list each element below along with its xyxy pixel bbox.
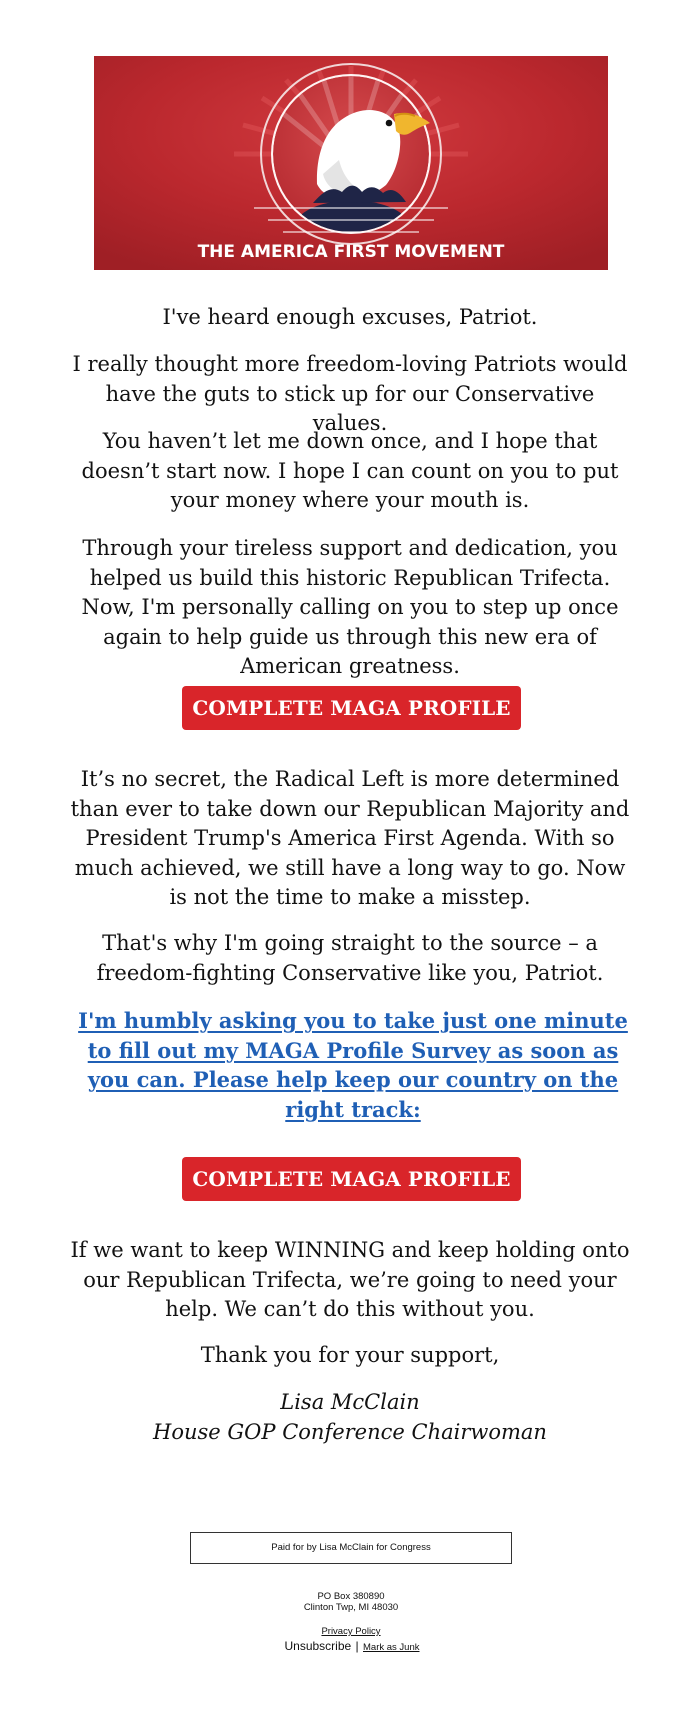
- america-first-banner: [94, 56, 608, 270]
- survey-link[interactable]: I'm humbly asking you to take just one minute to fill out my MAGA Profile Survey as soon as you can. Please help keep our country on the right track:: [78, 1008, 628, 1122]
- footer-separator: |: [355, 1639, 359, 1653]
- complete-maga-profile-button-bottom[interactable]: COMPLETE MAGA PROFILE: [182, 1157, 521, 1201]
- signature-name: Lisa McClain: [280, 1390, 420, 1414]
- signature: [70, 1388, 630, 1447]
- city-state-zip: Clinton Twp, MI 48030: [303, 1602, 399, 1613]
- source-paragraph: That's why I'm going straight to the source – a freedom-fighting Conservative like you, Patriot.: [96, 931, 604, 985]
- complete-maga-profile-button-top[interactable]: COMPLETE MAGA PROFILE: [182, 686, 521, 730]
- trifecta-paragraph: Through your tireless support and dedication, you helped us build this historic Republican Trifecta. Now, I'm personally calling on you to step up once again to help guide us through this new era of American greatness.: [81, 536, 619, 678]
- footer-links: [270, 1639, 434, 1655]
- intro-paragraph: I've heard enough excuses, Patriot.: [162, 305, 538, 329]
- support-paragraph: You haven’t let me down once, and I hope that doesn’t start now. I hope I can count on you to put your money where your mouth is.: [81, 429, 619, 512]
- unsubscribe-link[interactable]: Unsubscribe: [284, 1639, 352, 1653]
- mark-as-junk-link[interactable]: Mark as Junk: [363, 1642, 420, 1653]
- mailing-address: [260, 1591, 442, 1613]
- privacy-policy-link[interactable]: Privacy Policy: [321, 1626, 381, 1637]
- radical-left-paragraph: It’s no secret, the Radical Left is more determined than ever to take down our Republican Majority and President Trump's America First Agenda. With so much achieved, we still have a long way to go. Now is not the time to make a misstep.: [70, 767, 630, 909]
- paid-for-disclaimer: Paid for by Lisa McClain for Congress: [190, 1532, 512, 1564]
- thank-you-paragraph: Thank you for your support,: [200, 1343, 500, 1367]
- winning-paragraph: If we want to keep WINNING and keep holding onto our Republican Trifecta, we’re going to need your help. We can’t do this without you.: [70, 1238, 630, 1321]
- banner-image: [94, 56, 608, 270]
- signature-title: House GOP Conference Chairwoman: [153, 1419, 547, 1444]
- po-box: PO Box 380890: [317, 1591, 385, 1602]
- values-paragraph: I really thought more freedom-loving Patriots would have the guts to stick up for our Conservative values.: [72, 352, 628, 435]
- banner-title: THE AMERICA FIRST MOVEMENT: [197, 242, 505, 262]
